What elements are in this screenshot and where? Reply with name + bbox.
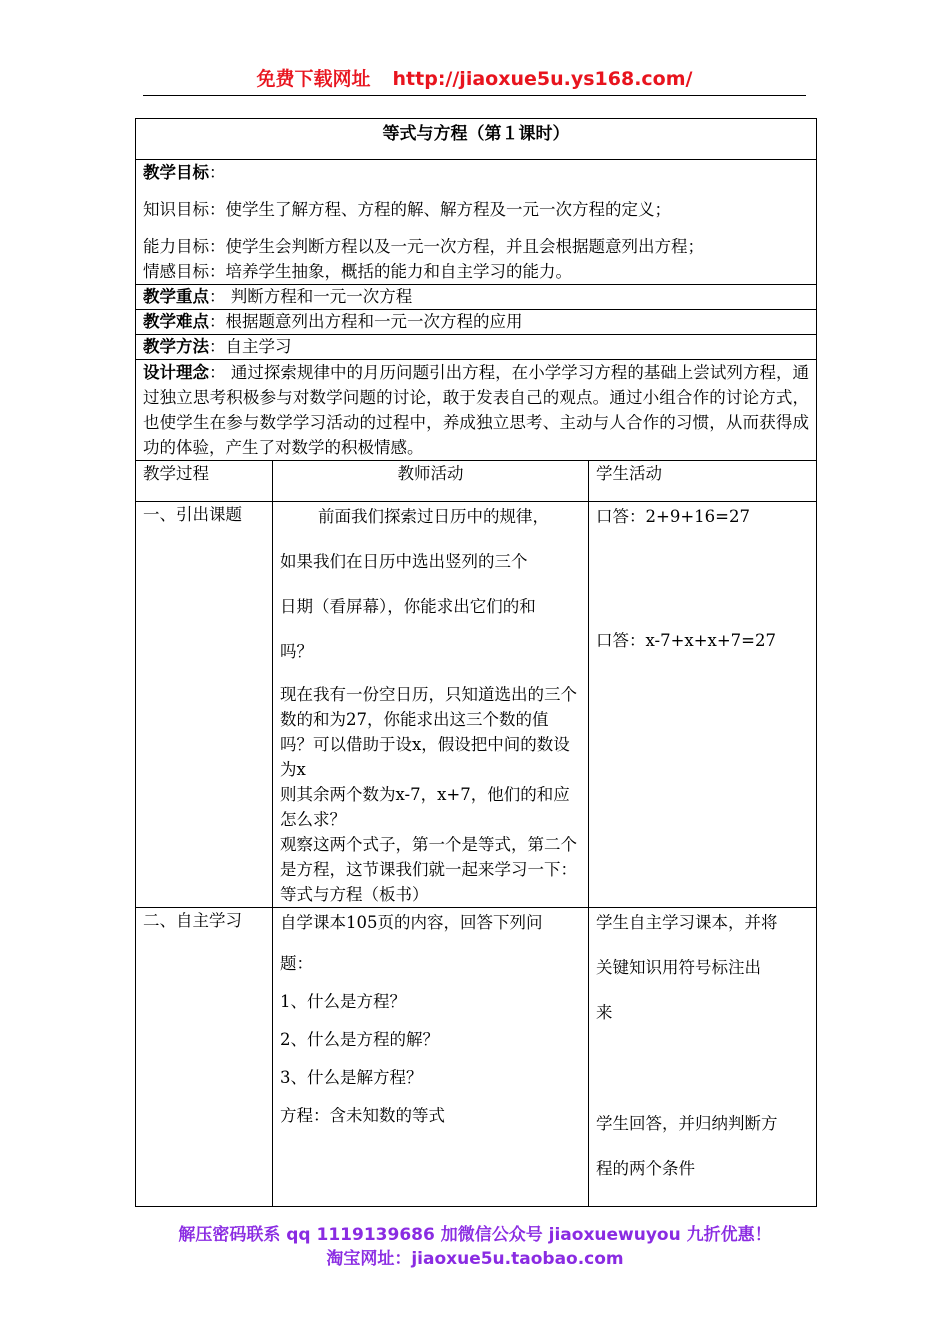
teacher-line: 如果我们在日历中选出竖列的三个 xyxy=(280,552,528,571)
method-label: 教学方法 xyxy=(143,337,209,356)
objectives-colon: ： xyxy=(209,163,226,182)
teacher-activity-cell xyxy=(273,502,589,908)
column-header-teacher: 教师活动 xyxy=(273,461,589,502)
design-row xyxy=(136,360,817,461)
question-item: 3、什么是解方程？ xyxy=(280,1068,423,1087)
difficulty-value: ：根据题意列出方程和一元一次方程的应用 xyxy=(209,312,523,331)
step-row-introduction xyxy=(136,502,817,908)
emotion-objective: 情感目标：培养学生抽象，概括的能力和自主学习的能力。 xyxy=(143,262,572,281)
key-point-row xyxy=(136,285,817,310)
column-header-process: 教学过程 xyxy=(136,461,273,502)
student-line: 来 xyxy=(596,1003,613,1022)
key-point-label: 教学重点 xyxy=(143,287,209,306)
student-activity-cell xyxy=(589,908,817,1207)
student-line: 学生自主学习课本，并将 xyxy=(596,913,778,932)
objectives-row xyxy=(136,160,817,285)
difficulty-label: 教学难点 xyxy=(143,312,209,331)
teacher-activity-cell xyxy=(273,908,589,1207)
student-answer: 口答：2+9+16=27 xyxy=(596,507,750,526)
column-header-student: 学生活动 xyxy=(589,461,817,502)
student-line: 程的两个条件 xyxy=(596,1159,695,1178)
teacher-line: 吗？ xyxy=(280,642,313,661)
teacher-line: 前面我们探索过日历中的规律， xyxy=(317,507,549,526)
header-divider xyxy=(143,95,806,96)
student-line: 学生回答，并归纳判断方 xyxy=(596,1114,778,1133)
header-label: 免费下载网址 xyxy=(256,68,371,90)
objectives-label: 教学目标 xyxy=(143,163,209,182)
lesson-plan-table xyxy=(135,118,817,1207)
footer-shop-link[interactable]: 淘宝网址：jiaoxue5u.taobao.com xyxy=(326,1249,624,1269)
key-point-value: ： 判断方程和一元一次方程 xyxy=(209,287,413,306)
lesson-title: 等式与方程（第１课时） xyxy=(136,119,817,160)
teacher-line: 题： xyxy=(280,954,313,973)
teacher-line: 自学课本105页的内容，回答下列问 xyxy=(280,913,543,932)
teacher-line: 日期（看屏幕），你能求出它们的和 xyxy=(280,597,536,616)
objectives-cell xyxy=(136,160,817,285)
method-row xyxy=(136,335,817,360)
title-row xyxy=(136,119,817,160)
design-label: 设计理念 xyxy=(143,363,210,382)
header-url-link[interactable]: http://jiaoxue5u.ys168.com/ xyxy=(392,68,693,90)
definition-line: 方程：含未知数的等式 xyxy=(280,1106,445,1125)
ability-objective: 能力目标：使学生会判断方程以及一元一次方程，并且会根据题意列出方程； xyxy=(143,237,704,256)
step-name: 二、自主学习 xyxy=(136,908,273,1207)
site-header xyxy=(143,64,806,94)
question-item: 1、什么是方程？ xyxy=(280,992,406,1011)
teacher-paragraph: 则其余两个数为x-7，x+7，他们的和应怎么求？ xyxy=(280,785,570,829)
difficulty-row xyxy=(136,310,817,335)
method-value: ：自主学习 xyxy=(209,337,292,356)
design-value: ： 通过探索规律中的月历问题引出方程，在小学学习方程的基础上尝试列方程，通过独立思考积极参与对数学问题的讨论，敢于发表自己的观点。通过小组合作的讨论方式，也使学生在参与数学学习活动的过程中，养成独立思考、主动与人合作的习惯，从而获得成功的体验，产生了对数学的积极情感。 xyxy=(143,363,810,457)
footer-contact: 解压密码联系 qq 1119139686 加微信公众号 jiaoxuewuyou 九折优惠！ xyxy=(178,1225,772,1245)
step-row-self-study xyxy=(136,908,817,1207)
student-answer: 口答：x-7+x+x+7=27 xyxy=(596,631,776,650)
knowledge-objective: 知识目标：使学生了解方程、方程的解、解方程及一元一次方程的定义； xyxy=(143,200,671,219)
student-activity-cell xyxy=(589,502,817,908)
step-name: 一、引出课题 xyxy=(136,502,273,908)
student-line: 关键知识用符号标注出 xyxy=(596,958,761,977)
question-item: 2、什么是方程的解？ xyxy=(280,1030,439,1049)
teacher-paragraph: 观察这两个式子，第一个是等式，第二个是方程，这节课我们就一起来学习一下：等式与方程（板书） xyxy=(280,835,577,904)
teacher-paragraph: 现在我有一份空日历，只知道选出的三个数的和为27，你能求出这三个数的值吗？可以借助于设x，假设把中间的数设为x xyxy=(280,685,577,779)
